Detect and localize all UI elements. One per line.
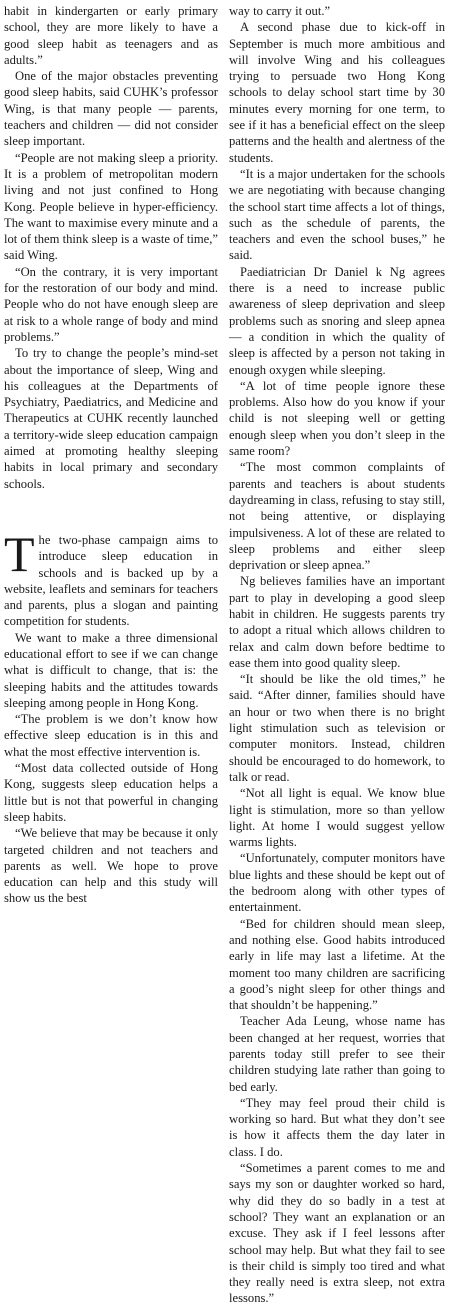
paragraph: “Bed for children should mean sleep, and nothing else. Good habits introduced early in life may last a lifetime. At the moment too many children are sacrificing a good’s night sleep for other things and that shouldn’t be happening.” bbox=[229, 916, 445, 1013]
paragraph: “They may feel proud their child is working so hard. But what they don’t see is how it affects them the day later in class. I do. bbox=[229, 1095, 445, 1159]
paragraph: “Most data collected outside of Hong Kong, suggests sleep education helps a little but is not that powerful in changing sleep habits. bbox=[4, 761, 218, 824]
paragraph: “The problem is we don’t know how effective sleep education is in this and what the most effective intervention is. bbox=[4, 712, 218, 759]
paragraph: One of the major obstacles preventing good sleep habits, said CUHK’s professor Wing, is that many people — parents, teachers and children — did not consider sleep important. bbox=[4, 69, 218, 149]
paragraph: “We believe that may be because it only targeted children and not teachers and parents as well. We hope to prove education can help and this study will show us the best bbox=[4, 826, 218, 906]
paragraph: “A lot of time people ignore these problems. Also how do you know if your child is not sleeping well or getting enough sleep when you don’t sleep in the same room? bbox=[229, 378, 445, 459]
paragraph: “It is a major undertaken for the schools we are negotiating with because changing the school start time affects a lot of things, such as the schedule of parents, the teachers and even the school buses,” he said. bbox=[229, 166, 445, 263]
paragraph: To try to change the people’s mind-set about the importance of sleep, Wing and his colleagues at the Departments of Psychiatry, Paediatrics, and Medicine and Therapeutics at CUHK recently launched a territory-wide sleep education campaign aimed at promoting healthy sleeping habits in local primary and secondary schools. bbox=[4, 346, 218, 491]
paragraph: way to carry it out.” bbox=[229, 4, 331, 18]
paragraph: “On the contrary, it is very important for the restoration of our body and mind. People who do not have enough sleep are at risk to a whole range of body and mind problems.” bbox=[4, 264, 218, 344]
paragraph: “It should be like the old times,” he said. “After dinner, families should have an hour or two when there is no bright light stimulation such as television or computer monitors. Instead, children should be encouraged to do homework, to talk or read. bbox=[229, 672, 445, 784]
paragraph: “People are not making sleep a priority. It is a problem of metropolitan modern living and not just confined to Hong Kong. People believe in hyper-efficiency. The want to maximise every minute and a lot of them think sleep is a waste of time,” said Wing. bbox=[4, 150, 218, 263]
drop-cap-paragraph: The two-phase campaign aims to introduce sleep education in schools and is backed up by a website, leaflets and seminars for teachers and parents, plus a slogan and painting competition for students. bbox=[4, 525, 218, 629]
paragraph: “Not all light is equal. We know blue light is stimulation, more so than yellow light. At home I would suggest yellow warms lights. bbox=[229, 786, 445, 850]
left-column bbox=[4, 3, 218, 907]
paragraph: We want to make a three dimensional educational effort to see if we can change what is difficult to change, that is: the sleeping habits and the attitudes towards sleeping among people in Hong Kong. bbox=[4, 630, 218, 710]
paragraph: “Unfortunately, computer monitors have blue lights and these should be kept out of the bedroom along with other types of entertainment. bbox=[229, 851, 445, 915]
paragraph: Ng believes families have an important part to play in developing a good sleep habit in children. He suggests parents try to adopt a ritual which allows children to relax and calm down before bedtime to ease them into good quality sleep. bbox=[229, 574, 445, 670]
paragraph: A second phase due to kick-off in September is much more ambitious and will involve Wing and his colleagues trying to persuade two Hong Kong schools to delay school start time by 30 minutes every morning for one term, to see if it has a beneficial effect on the sleep patterns and the health and alertness of the students. bbox=[229, 20, 445, 165]
paragraph: Paediatrician Dr Daniel k Ng agrees there is a need to increase public awareness of sleep deprivation and sleep problems such as snoring and sleep apnea — a condition in which the quality of sleep is affected by a person not taking in enough oxygen while sleeping. bbox=[229, 264, 445, 377]
right-column bbox=[229, 3, 445, 1307]
section-break bbox=[4, 492, 218, 532]
paragraph: Teacher Ada Leung, whose name has been changed at her request, worries that parents today still prefer to see their children studying late rather than going to bed early. bbox=[229, 1014, 445, 1094]
paragraph: habit in kindergarten or early primary school, they are more likely to have a good sleep habit as teenagers and as adults.” bbox=[4, 4, 218, 67]
paragraph: “The most common complaints of parents and teachers is about students daydreaming in class, refusing to stay still, not being attentive, or displaying impulsiveness. A lot of these are related to sleep problems and either sleep deprivation or sleep apnea.” bbox=[229, 460, 445, 573]
paragraph: “Sometimes a parent comes to me and says my son or daughter worked so hard, why did they do so badly in a test at school? They want an explanation or an excuse. They ask if I feel lessons after school may help. But what they fail to see is their child is simply too tired and what they really need is extra sleep, not extra lessons.” bbox=[229, 1161, 445, 1306]
